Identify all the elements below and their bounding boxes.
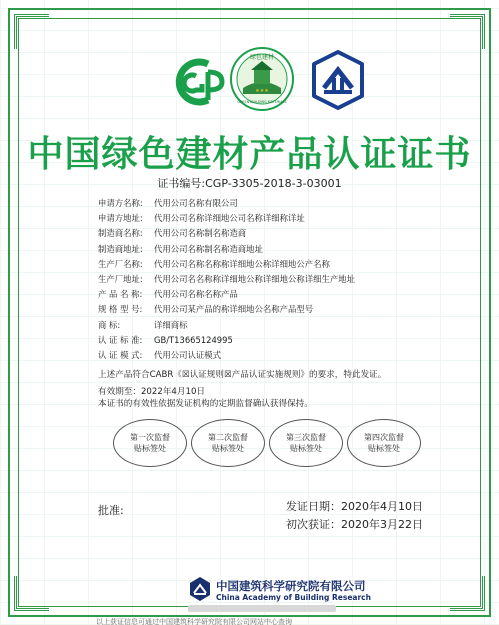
validity-date: 有效期至：2022年4月10日 <box>98 387 206 397</box>
cgp-logo-icon <box>168 54 226 112</box>
field-row <box>98 196 428 211</box>
svg-text:★★★: ★★★ <box>255 88 269 94</box>
field-label: 制造商名称: <box>98 228 143 239</box>
supervision-stamp-area <box>191 419 265 467</box>
redacted-line <box>188 605 336 612</box>
supervision-stamp-row <box>0 419 499 469</box>
field-row <box>98 242 428 257</box>
field-row <box>98 272 428 287</box>
field-label: 产 品 名 称: <box>98 289 143 300</box>
supervision-stamp-area <box>113 419 187 467</box>
field-value: 代用公司名称有限公司 <box>154 198 238 208</box>
green-building-seal-icon <box>229 46 295 112</box>
field-label: 制造商地址: <box>98 243 143 254</box>
logo-row <box>0 46 499 116</box>
cabr-logo-icon <box>306 48 370 112</box>
field-label: 生产厂地址: <box>98 273 143 284</box>
issuer-name-en: China Academy of Building Research <box>216 593 371 602</box>
conformity-declaration: 上述产品符合CABR《☒认证规则☒产品认证实施规则》的要求，特此发证。 <box>98 370 387 380</box>
svg-text:GREEN BUILDING MATERIALS: GREEN BUILDING MATERIALS <box>237 100 287 104</box>
field-value: 代用公司认证模式 <box>154 349 221 360</box>
field-row <box>98 348 428 363</box>
supervision-stamp-area <box>347 419 421 467</box>
field-row <box>98 302 428 317</box>
field-value: 代用公司名名称称详细地公称详细地公称详细生产地址 <box>154 273 355 284</box>
stamp-line-2: 贴标签处 <box>368 444 400 453</box>
field-value: 详细商标 <box>154 319 188 330</box>
stamp-line-2: 贴标签处 <box>134 444 166 453</box>
field-value: 代用公司名称制名称造商 <box>154 228 247 239</box>
stamp-line-1: 第一次监督 <box>130 433 170 442</box>
field-value: 代用公司名称名称称详细地公称详细地公产名称 <box>154 258 330 269</box>
approval-label: 批准: <box>98 504 124 517</box>
validity-note: 本证书的有效性依据发证机构的定期监督确认获得保持。 <box>98 399 313 409</box>
certificate-title: 中国绿色建材产品认证证书 <box>27 134 472 175</box>
stamp-line-2: 贴标签处 <box>290 444 322 453</box>
supervision-stamp-area <box>269 419 343 467</box>
stamp-line-1: 第二次监督 <box>208 433 248 442</box>
issue-date: 发证日期：2020年4月10日 <box>286 500 423 513</box>
field-label: 申请方地址: <box>98 213 143 224</box>
field-row <box>98 226 428 241</box>
field-label: 认 证 标 准: <box>98 334 143 345</box>
field-row <box>98 318 428 333</box>
first-issue-date: 初次获证：2020年3月22日 <box>286 518 423 531</box>
field-label: 认 证 模 式: <box>98 349 143 360</box>
field-label: 商 标: <box>98 319 121 330</box>
stamp-line-1: 第四次监督 <box>364 433 404 442</box>
field-label: 规 格 型 号: <box>98 304 143 315</box>
field-value: 代用公司名称名称产品 <box>154 289 238 300</box>
field-value: GB/T13665124995 <box>154 334 233 345</box>
field-row <box>98 257 428 272</box>
footer-note: 以上获证信息可通过中国建筑科学研究院有限公司网站中心查询 <box>96 618 292 625</box>
issuer-block <box>0 576 499 604</box>
field-row <box>98 211 428 226</box>
field-label: 生产厂名称: <box>98 258 143 269</box>
date-block <box>233 498 423 534</box>
field-label: 申请方名称: <box>98 198 143 208</box>
issuer-name-cn: 中国建筑科学研究院有限公司 <box>216 579 366 593</box>
field-row <box>98 287 428 302</box>
certificate-fields <box>98 196 428 363</box>
field-value: 代用公司某产品的称详细地公名称产品型号 <box>154 304 314 315</box>
stamp-line-1: 第三次监督 <box>286 433 326 442</box>
issuer-emblem-icon <box>188 576 212 602</box>
field-row <box>98 333 428 348</box>
field-value: 代用公司名称详细地公司名称详细称详址 <box>154 213 305 224</box>
field-value: 代用公司名称制名称造商地址 <box>154 243 263 254</box>
stamp-line-2: 贴标签处 <box>212 444 244 453</box>
svg-text:绿色建材: 绿色建材 <box>249 54 275 61</box>
certificate-number: 证书编号:CGP-3305-2018-3-03001 <box>157 177 342 190</box>
